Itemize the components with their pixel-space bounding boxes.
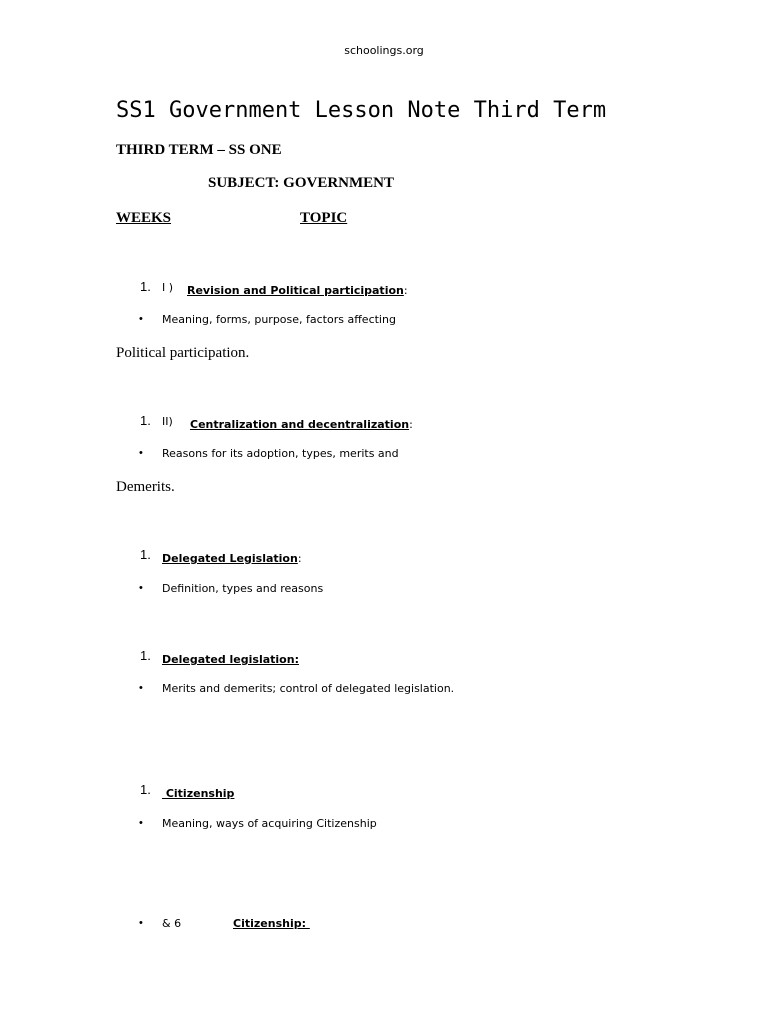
item-heading: Citizenship:: [233, 917, 310, 930]
item-heading-row: [187, 281, 408, 299]
item-heading-row: [162, 784, 234, 802]
item-bullet-text: Meaning, forms, purpose, factors affecting: [162, 313, 396, 326]
bullet-icon: •: [139, 682, 143, 694]
item-number: 1.: [140, 413, 151, 428]
item-prefix: II): [162, 415, 173, 428]
subject-line: SUBJECT: GOVERNMENT: [208, 175, 394, 191]
item-heading: Delegated legislation:: [162, 653, 299, 666]
item-suffix: :: [297, 552, 302, 565]
term-line: THIRD TERM – SS ONE: [116, 142, 282, 158]
item-number: 1.: [140, 547, 151, 562]
item-prefix: & 6: [162, 917, 182, 930]
page-title: SS1 Government Lesson Note Third Term: [116, 98, 607, 123]
bullet-icon: •: [139, 917, 143, 929]
item-continuation: Demerits.: [116, 479, 175, 495]
item-bullet-text: Definition, types and reasons: [162, 582, 324, 595]
item-heading-row: [162, 650, 299, 668]
weeks-label: WEEKS: [116, 210, 172, 226]
item-heading-row: [190, 415, 413, 433]
item-heading: Revision and Political participation: [187, 284, 404, 297]
item-bullet-text: Merits and demerits; control of delegated legislation.: [162, 682, 455, 695]
item-heading-row: [162, 549, 302, 567]
item-continuation: Political participation.: [116, 345, 250, 361]
item-heading: Citizenship: [162, 787, 235, 800]
topic-label: TOPIC: [300, 210, 348, 226]
bullet-icon: •: [139, 313, 143, 325]
bullet-icon: •: [139, 447, 143, 459]
item-suffix: :: [403, 284, 408, 297]
item-number: 1.: [140, 279, 151, 294]
item-prefix: I ): [162, 281, 174, 294]
site-header: schoolings.org: [344, 44, 424, 57]
item-number: 1.: [140, 648, 151, 663]
bullet-icon: •: [139, 582, 143, 594]
item-heading: Delegated Legislation: [162, 552, 298, 565]
item-bullet-text: Meaning, ways of acquiring Citizenship: [162, 817, 377, 830]
item-suffix: :: [409, 418, 413, 431]
item-bullet-text: Reasons for its adoption, types, merits and: [162, 447, 399, 460]
bullet-icon: •: [139, 817, 143, 829]
item-number: 1.: [140, 782, 151, 797]
item-heading: Centralization and decentralization: [190, 418, 410, 431]
